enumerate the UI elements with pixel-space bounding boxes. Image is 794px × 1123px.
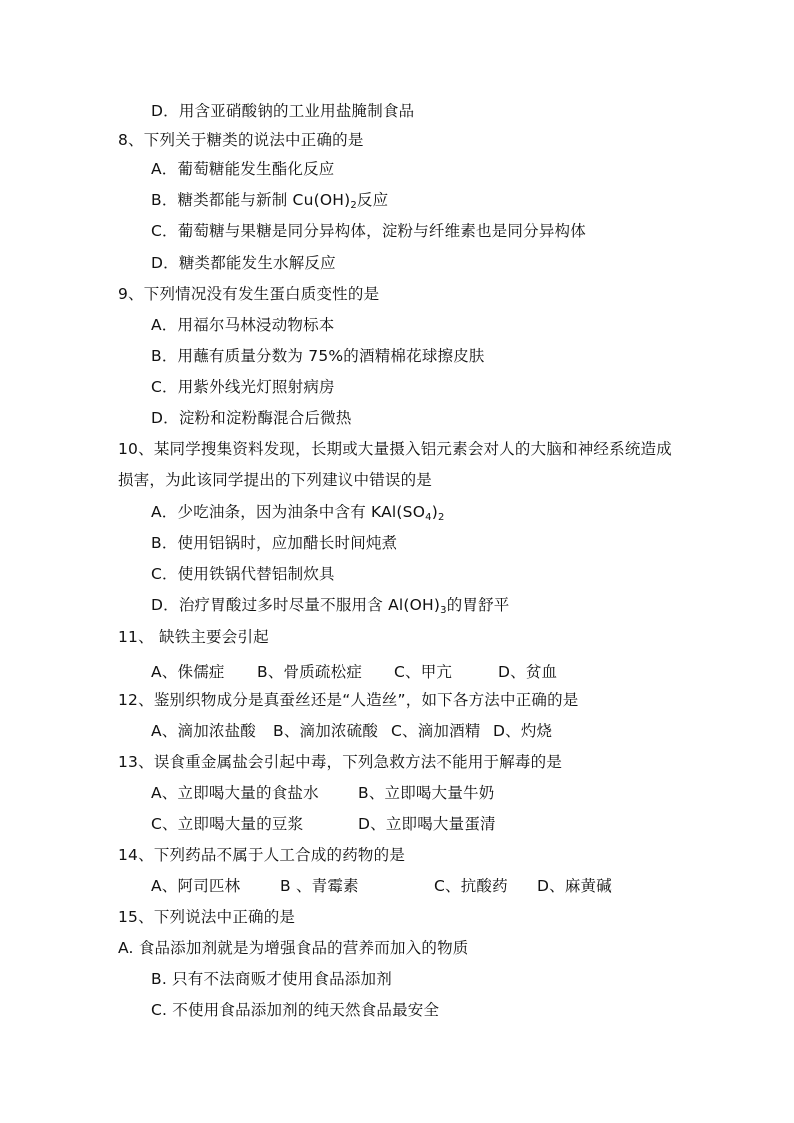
q12-option-b: B、滴加浓硫酸: [273, 722, 379, 740]
q8-option-b: [151, 189, 388, 211]
q9-option-c: C．用紫外线光灯照射病房: [151, 378, 335, 396]
q13-option-c: C、立即喝大量的豆浆: [151, 815, 304, 833]
q10-option-a-text: A．少吃油条，因为油条中含有 KAl(SO: [151, 503, 426, 521]
q8-option-b-subscript: 2: [350, 200, 357, 211]
q13-option-a: A、立即喝大量的食盐水: [151, 784, 319, 802]
q11-option-c: C、甲亢: [394, 663, 453, 681]
q13-stem: 13、误食重金属盐会引起中毒，下列急救方法不能用于解毒的是: [118, 753, 563, 771]
q11-stem: 11、 缺铁主要会引起: [118, 628, 269, 646]
q13-option-b: B、立即喝大量牛奶: [358, 784, 495, 802]
q15-option-c: C. 不使用食品添加剂的纯天然食品最安全: [151, 1001, 440, 1019]
q11-option-b: B、骨质疏松症: [257, 663, 363, 681]
q10-option-d-tail: 的胃舒平: [446, 596, 510, 614]
q9-option-a: A．用福尔马林浸动物标本: [151, 316, 335, 334]
q15-option-b: B. 只有不法商贩才使用食品添加剂: [151, 970, 392, 988]
q14-option-b: B 、青霉素: [280, 877, 359, 895]
q8-stem: 8、下列关于糖类的说法中正确的是: [118, 131, 364, 149]
q8-option-c: C．葡萄糖与果糖是同分异构体，淀粉与纤维素也是同分异构体: [151, 222, 586, 240]
q14-option-d: D、麻黄碱: [537, 877, 612, 895]
q9-stem: 9、下列情况没有发生蛋白质变性的是: [118, 285, 380, 303]
q11-option-a: A、侏儒症: [151, 663, 225, 681]
q10-option-b: B．使用铝锅时，应加醋长时间炖煮: [151, 534, 398, 552]
q10-stem-line2: 损害，为此该同学提出的下列建议中错误的是: [118, 471, 433, 489]
q10-option-c: C．使用铁锅代替铝制炊具: [151, 565, 335, 583]
q8-option-a: A．葡萄糖能发生酯化反应: [151, 160, 335, 178]
q10-option-a-subscript-1: 4: [425, 512, 432, 523]
q9-option-b: B．用蘸有质量分数为 75%的酒精棉花球擦皮肤: [151, 347, 485, 365]
q9-option-d: D．淀粉和淀粉酶混合后微热: [151, 409, 352, 427]
q7-option-d: D．用含亚硝酸钠的工业用盐腌制食品: [151, 102, 415, 120]
q8-option-b-tail: 反应: [356, 191, 389, 209]
q12-stem: 12、鉴别织物成分是真蚕丝还是“人造丝”，如下各方法中正确的是: [118, 691, 579, 709]
q12-option-a: A、滴加浓盐酸: [151, 722, 257, 740]
q10-stem-line1: 10、某同学搜集资料发现，长期或大量摄入铝元素会对人的大脑和神经系统造成: [118, 440, 672, 458]
q14-stem: 14、下列药品不属于人工合成的药物的是: [118, 846, 406, 864]
q14-option-a: A、阿司匹林: [151, 877, 241, 895]
q8-option-d: D．糖类都能发生水解反应: [151, 254, 336, 272]
q10-option-a: [151, 501, 445, 523]
q14-option-c: C、抗酸药: [434, 877, 508, 895]
q8-option-b-text: B．糖类都能与新制 Cu(OH): [151, 191, 351, 209]
q15-stem: 15、下列说法中正确的是: [118, 908, 296, 926]
q10-option-d: [151, 594, 510, 616]
q10-option-d-subscript: 3: [440, 605, 447, 616]
q10-option-a-subscript-2: 2: [437, 512, 445, 523]
q11-option-d: D、贫血: [498, 663, 558, 681]
q10-option-d-text: D．治疗胃酸过多时尽量不服用含 Al(OH): [151, 596, 441, 614]
q13-option-d: D、立即喝大量蛋清: [358, 815, 496, 833]
q10-option-a-paren: ): [431, 503, 438, 521]
q15-option-a: A. 食品添加剂就是为增强食品的营养而加入的物质: [118, 939, 469, 957]
q12-option-c: C、滴加酒精: [391, 722, 481, 740]
q12-option-d: D、灼烧: [493, 722, 553, 740]
